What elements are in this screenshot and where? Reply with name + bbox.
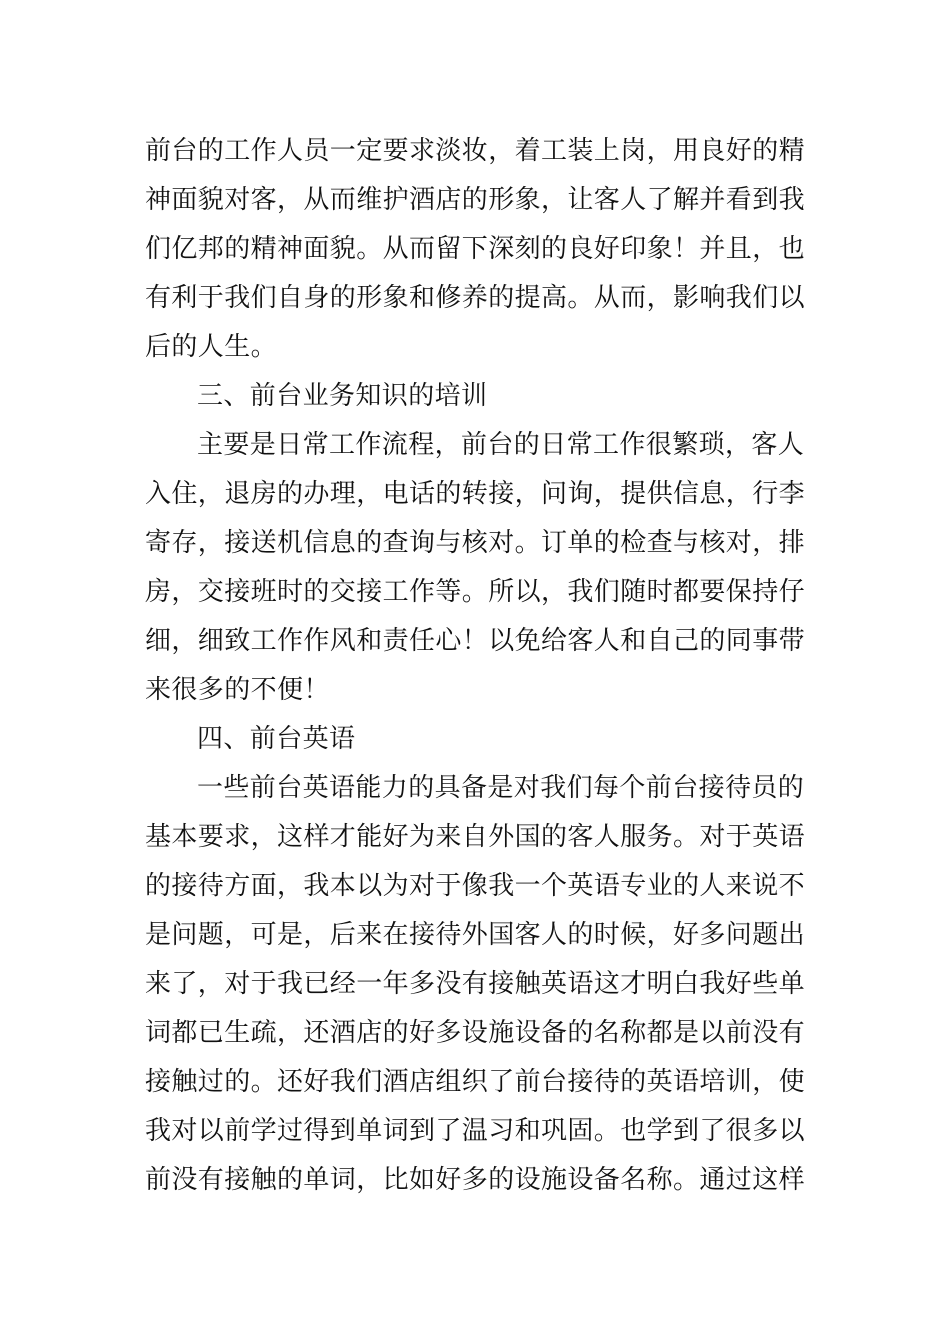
text-line: 房，交接班时的交接工作等。所以，我们随时都要保持仔 <box>145 577 806 607</box>
text-line: 寄存，接送机信息的查询与核对。订单的检查与核对，排 <box>145 528 806 558</box>
text-line: 接触过的。还好我们酒店组织了前台接待的英语培训，使 <box>145 1067 806 1097</box>
text-line: 词都已生疏，还酒店的好多设施设备的名称都是以前没有 <box>145 1018 806 1048</box>
text-line: 后的人生。 <box>145 332 278 362</box>
text-line: 前台的工作人员一定要求淡妆，着工装上岗，用良好的精 <box>145 136 806 166</box>
text-line: 前没有接触的单词，比如好多的设施设备名称。通过这样 <box>145 1165 806 1195</box>
text-line: 们亿邦的精神面貌。从而留下深刻的良好印象！并且，也 <box>145 234 806 264</box>
section-heading: 三、前台业务知识的培训 <box>197 381 488 411</box>
text-line: 神面貌对客，从而维护酒店的形象，让客人了解并看到我 <box>145 185 806 215</box>
text-line: 入住，退房的办理，电话的转接，问询，提供信息，行李 <box>145 479 806 509</box>
text-line: 细，细致工作作风和责任心！以免给客人和自己的同事带 <box>145 626 806 656</box>
text-line: 的接待方面，我本以为对于像我一个英语专业的人来说不 <box>145 871 806 901</box>
text-line: 我对以前学过得到单词到了温习和巩固。也学到了很多以 <box>145 1116 806 1146</box>
text-line: 基本要求，这样才能好为来自外国的客人服务。对于英语 <box>145 822 806 852</box>
paragraph-first-line: 一些前台英语能力的具备是对我们每个前台接待员的 <box>197 773 805 803</box>
text-line: 有利于我们自身的形象和修养的提高。从而，影响我们以 <box>145 283 806 313</box>
text-line: 来很多的不便！ <box>145 675 330 705</box>
paragraph-first-line: 主要是日常工作流程，前台的日常工作很繁琐，客人 <box>197 430 805 460</box>
text-line: 是问题，可是，后来在接待外国客人的时候，好多问题出 <box>145 920 806 950</box>
section-heading: 四、前台英语 <box>197 724 356 754</box>
text-line: 来了，对于我已经一年多没有接触英语这才明白我好些单 <box>145 969 806 999</box>
document-body <box>145 127 815 1205</box>
